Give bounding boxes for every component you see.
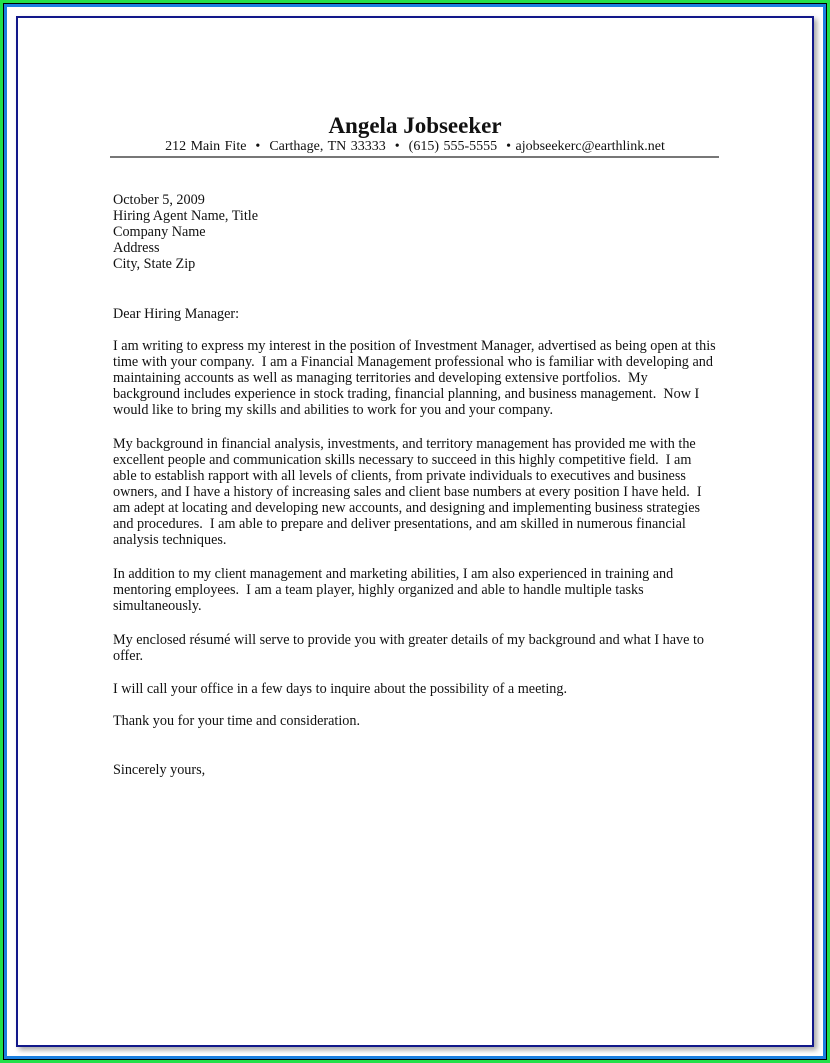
address-line: October 5, 2009 xyxy=(113,192,205,208)
address-line: Company Name xyxy=(113,224,206,240)
applicant-name: Angela Jobseeker xyxy=(328,113,502,138)
paragraph-line: I am writing to express my interest in the position of Investment Manager, advertised as being open at this xyxy=(113,338,716,354)
paragraph xyxy=(113,713,360,729)
recipient-address xyxy=(113,192,258,272)
paragraph-line: I will call your office in a few days to inquire about the possibility of a meeting. xyxy=(113,681,568,697)
paragraph-line: In addition to my client management and marketing abilities, I am also experienced in training and xyxy=(113,566,674,582)
header-rule xyxy=(110,156,719,158)
paragraph xyxy=(113,566,673,614)
paragraph-line: My background in financial analysis, investments, and territory management has provided me with the xyxy=(113,436,696,452)
paragraph-line: would like to bring my skills and abilities to work for you and your company. xyxy=(113,402,554,418)
paragraph-line: simultaneously. xyxy=(113,598,202,614)
paragraph xyxy=(113,338,716,418)
paragraph-line: excellent people and communication skills necessary to succeed in this highly competitive field. I am xyxy=(113,452,692,468)
address-line: Address xyxy=(113,240,160,256)
address-line: Hiring Agent Name, Title xyxy=(113,208,259,224)
paragraph-line: able to establish rapport with all levels of clients, from private individuals to executives and business xyxy=(113,468,686,484)
paragraph-line: Thank you for your time and consideration. xyxy=(113,713,361,729)
paragraph-line: background includes experience in stock trading, financial planning, and business management. Now I xyxy=(113,386,700,402)
paragraph-line: owners, and I have a history of increasing sales and client base numbers at every position I have held. I xyxy=(113,484,702,500)
contact-line: 212 Main Fite • Carthage, TN 33333 • (615) 555-5555 • ajobseekerc@earthlink.net xyxy=(165,139,665,154)
paragraph-line: My enclosed résumé will serve to provide you with greater details of my background and what I have to xyxy=(113,632,704,648)
paragraph-line: mentoring employees. I am a team player, highly organized and able to handle multiple tasks xyxy=(113,582,644,598)
salutation: Dear Hiring Manager: xyxy=(113,306,240,322)
paragraph xyxy=(113,681,567,697)
paragraph-line: Sincerely yours, xyxy=(113,762,206,778)
paragraph-line: maintaining accounts as well as managing territories and developing extensive portfolios. My xyxy=(113,370,648,386)
paragraph xyxy=(113,436,702,548)
paragraph-line: and procedures. I am able to prepare and deliver presentations, and am skilled in numerous financial xyxy=(113,516,686,532)
paragraph-line: time with your company. I am a Financial Management professional who is familiar with developing and xyxy=(113,354,713,370)
paragraph xyxy=(113,632,704,664)
paragraph-line: offer. xyxy=(113,648,144,664)
address-line: City, State Zip xyxy=(113,256,196,272)
paragraph-line: am adept at locating and developing new accounts, and designing and implementing business strategies xyxy=(113,500,701,516)
paragraph xyxy=(113,762,205,778)
paragraph-line: analysis techniques. xyxy=(113,532,227,548)
